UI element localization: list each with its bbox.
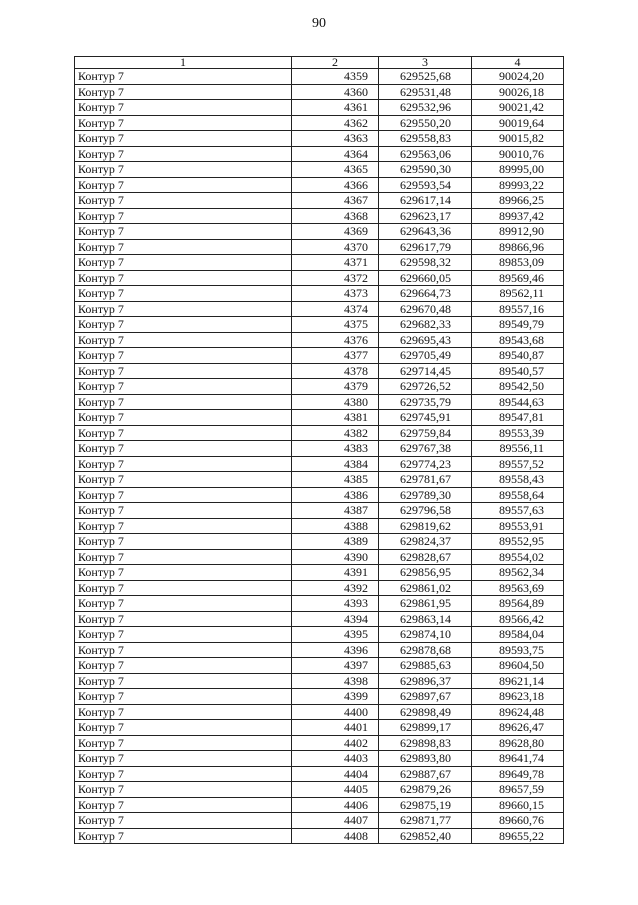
y-coordinate-cell: 89553,91 bbox=[472, 518, 564, 534]
x-coordinate-cell: 629824,37 bbox=[379, 534, 472, 550]
x-coordinate-cell: 629789,30 bbox=[379, 487, 472, 503]
point-number-cell: 4399 bbox=[292, 689, 379, 705]
x-coordinate-cell: 629643,36 bbox=[379, 224, 472, 240]
table-row bbox=[75, 720, 564, 736]
table-row bbox=[75, 162, 564, 178]
y-coordinate-cell: 89540,87 bbox=[472, 348, 564, 364]
table-row bbox=[75, 673, 564, 689]
contour-name-cell: Контур 7 bbox=[75, 379, 292, 395]
y-coordinate-cell: 89553,39 bbox=[472, 425, 564, 441]
contour-name-cell: Контур 7 bbox=[75, 472, 292, 488]
contour-name-cell: Контур 7 bbox=[75, 658, 292, 674]
table-row bbox=[75, 208, 564, 224]
contour-name-cell: Контур 7 bbox=[75, 100, 292, 116]
x-coordinate-cell: 629735,79 bbox=[379, 394, 472, 410]
point-number-cell: 4375 bbox=[292, 317, 379, 333]
table-row bbox=[75, 782, 564, 798]
point-number-cell: 4371 bbox=[292, 255, 379, 271]
point-number-cell: 4377 bbox=[292, 348, 379, 364]
table-row bbox=[75, 487, 564, 503]
x-coordinate-cell: 629759,84 bbox=[379, 425, 472, 441]
contour-name-cell: Контур 7 bbox=[75, 549, 292, 565]
y-coordinate-cell: 89628,80 bbox=[472, 735, 564, 751]
table-row bbox=[75, 115, 564, 131]
point-number-cell: 4395 bbox=[292, 627, 379, 643]
x-coordinate-cell: 629898,49 bbox=[379, 704, 472, 720]
x-coordinate-cell: 629705,49 bbox=[379, 348, 472, 364]
point-number-cell: 4382 bbox=[292, 425, 379, 441]
x-coordinate-cell: 629558,83 bbox=[379, 131, 472, 147]
x-coordinate-cell: 629745,91 bbox=[379, 410, 472, 426]
y-coordinate-cell: 89562,34 bbox=[472, 565, 564, 581]
table-row bbox=[75, 549, 564, 565]
x-coordinate-cell: 629695,43 bbox=[379, 332, 472, 348]
point-number-cell: 4359 bbox=[292, 69, 379, 85]
y-coordinate-cell: 89853,09 bbox=[472, 255, 564, 271]
point-number-cell: 4372 bbox=[292, 270, 379, 286]
y-coordinate-cell: 89556,11 bbox=[472, 441, 564, 457]
coordinates-table bbox=[74, 56, 564, 844]
x-coordinate-cell: 629550,20 bbox=[379, 115, 472, 131]
y-coordinate-cell: 89604,50 bbox=[472, 658, 564, 674]
contour-name-cell: Контур 7 bbox=[75, 363, 292, 379]
contour-name-cell: Контур 7 bbox=[75, 239, 292, 255]
table-row bbox=[75, 286, 564, 302]
y-coordinate-cell: 89554,02 bbox=[472, 549, 564, 565]
point-number-cell: 4394 bbox=[292, 611, 379, 627]
point-number-cell: 4383 bbox=[292, 441, 379, 457]
point-number-cell: 4405 bbox=[292, 782, 379, 798]
table-body bbox=[75, 69, 564, 844]
point-number-cell: 4387 bbox=[292, 503, 379, 519]
point-number-cell: 4374 bbox=[292, 301, 379, 317]
y-coordinate-cell: 89641,74 bbox=[472, 751, 564, 767]
x-coordinate-cell: 629861,02 bbox=[379, 580, 472, 596]
table-row bbox=[75, 503, 564, 519]
y-coordinate-cell: 89937,42 bbox=[472, 208, 564, 224]
table-row bbox=[75, 224, 564, 240]
contour-name-cell: Контур 7 bbox=[75, 193, 292, 209]
table-row bbox=[75, 642, 564, 658]
point-number-cell: 4392 bbox=[292, 580, 379, 596]
contour-name-cell: Контур 7 bbox=[75, 255, 292, 271]
x-coordinate-cell: 629874,10 bbox=[379, 627, 472, 643]
contour-name-cell: Контур 7 bbox=[75, 410, 292, 426]
table-row bbox=[75, 363, 564, 379]
x-coordinate-cell: 629898,83 bbox=[379, 735, 472, 751]
point-number-cell: 4385 bbox=[292, 472, 379, 488]
y-coordinate-cell: 90015,82 bbox=[472, 131, 564, 147]
column-header-2: 2 bbox=[292, 57, 379, 69]
contour-name-cell: Контур 7 bbox=[75, 131, 292, 147]
contour-name-cell: Контур 7 bbox=[75, 177, 292, 193]
y-coordinate-cell: 89912,90 bbox=[472, 224, 564, 240]
point-number-cell: 4404 bbox=[292, 766, 379, 782]
y-coordinate-cell: 90019,64 bbox=[472, 115, 564, 131]
point-number-cell: 4400 bbox=[292, 704, 379, 720]
x-coordinate-cell: 629598,32 bbox=[379, 255, 472, 271]
y-coordinate-cell: 89543,68 bbox=[472, 332, 564, 348]
point-number-cell: 4360 bbox=[292, 84, 379, 100]
x-coordinate-cell: 629879,26 bbox=[379, 782, 472, 798]
table-row bbox=[75, 534, 564, 550]
x-coordinate-cell: 629660,05 bbox=[379, 270, 472, 286]
contour-name-cell: Контур 7 bbox=[75, 735, 292, 751]
point-number-cell: 4407 bbox=[292, 813, 379, 829]
table-row bbox=[75, 410, 564, 426]
y-coordinate-cell: 89569,46 bbox=[472, 270, 564, 286]
table-row bbox=[75, 580, 564, 596]
y-coordinate-cell: 89584,04 bbox=[472, 627, 564, 643]
x-coordinate-cell: 629682,33 bbox=[379, 317, 472, 333]
contour-name-cell: Контур 7 bbox=[75, 270, 292, 286]
contour-name-cell: Контур 7 bbox=[75, 782, 292, 798]
y-coordinate-cell: 89558,43 bbox=[472, 472, 564, 488]
contour-name-cell: Контур 7 bbox=[75, 596, 292, 612]
point-number-cell: 4384 bbox=[292, 456, 379, 472]
contour-name-cell: Контур 7 bbox=[75, 611, 292, 627]
table-row bbox=[75, 69, 564, 85]
column-header-4: 4 bbox=[472, 57, 564, 69]
table-row bbox=[75, 317, 564, 333]
x-coordinate-cell: 629714,45 bbox=[379, 363, 472, 379]
point-number-cell: 4362 bbox=[292, 115, 379, 131]
table-row bbox=[75, 348, 564, 364]
point-number-cell: 4388 bbox=[292, 518, 379, 534]
y-coordinate-cell: 89558,64 bbox=[472, 487, 564, 503]
table-row bbox=[75, 193, 564, 209]
contour-name-cell: Контур 7 bbox=[75, 565, 292, 581]
table-row bbox=[75, 735, 564, 751]
point-number-cell: 4366 bbox=[292, 177, 379, 193]
x-coordinate-cell: 629852,40 bbox=[379, 828, 472, 844]
x-coordinate-cell: 629899,17 bbox=[379, 720, 472, 736]
point-number-cell: 4401 bbox=[292, 720, 379, 736]
x-coordinate-cell: 629885,63 bbox=[379, 658, 472, 674]
table-row bbox=[75, 255, 564, 271]
x-coordinate-cell: 629664,73 bbox=[379, 286, 472, 302]
contour-name-cell: Контур 7 bbox=[75, 751, 292, 767]
point-number-cell: 4363 bbox=[292, 131, 379, 147]
table-row bbox=[75, 146, 564, 162]
x-coordinate-cell: 629781,67 bbox=[379, 472, 472, 488]
point-number-cell: 4396 bbox=[292, 642, 379, 658]
y-coordinate-cell: 89557,16 bbox=[472, 301, 564, 317]
point-number-cell: 4361 bbox=[292, 100, 379, 116]
column-header-3: 3 bbox=[379, 57, 472, 69]
y-coordinate-cell: 89552,95 bbox=[472, 534, 564, 550]
table-row bbox=[75, 751, 564, 767]
x-coordinate-cell: 629726,52 bbox=[379, 379, 472, 395]
y-coordinate-cell: 89563,69 bbox=[472, 580, 564, 596]
x-coordinate-cell: 629525,68 bbox=[379, 69, 472, 85]
contour-name-cell: Контур 7 bbox=[75, 766, 292, 782]
table-row bbox=[75, 797, 564, 813]
x-coordinate-cell: 629531,48 bbox=[379, 84, 472, 100]
y-coordinate-cell: 89547,81 bbox=[472, 410, 564, 426]
y-coordinate-cell: 89626,47 bbox=[472, 720, 564, 736]
y-coordinate-cell: 89557,63 bbox=[472, 503, 564, 519]
contour-name-cell: Контур 7 bbox=[75, 518, 292, 534]
table-row bbox=[75, 425, 564, 441]
x-coordinate-cell: 629875,19 bbox=[379, 797, 472, 813]
contour-name-cell: Контур 7 bbox=[75, 224, 292, 240]
y-coordinate-cell: 89657,59 bbox=[472, 782, 564, 798]
point-number-cell: 4408 bbox=[292, 828, 379, 844]
contour-name-cell: Контур 7 bbox=[75, 208, 292, 224]
y-coordinate-cell: 89549,79 bbox=[472, 317, 564, 333]
x-coordinate-cell: 629897,67 bbox=[379, 689, 472, 705]
x-coordinate-cell: 629828,67 bbox=[379, 549, 472, 565]
x-coordinate-cell: 629617,79 bbox=[379, 239, 472, 255]
y-coordinate-cell: 89540,57 bbox=[472, 363, 564, 379]
header-row bbox=[75, 57, 564, 69]
y-coordinate-cell: 89544,63 bbox=[472, 394, 564, 410]
contour-name-cell: Контур 7 bbox=[75, 84, 292, 100]
column-header-1: 1 bbox=[75, 57, 292, 69]
table-row bbox=[75, 441, 564, 457]
table-row bbox=[75, 611, 564, 627]
point-number-cell: 4373 bbox=[292, 286, 379, 302]
contour-name-cell: Контур 7 bbox=[75, 332, 292, 348]
contour-name-cell: Контур 7 bbox=[75, 487, 292, 503]
point-number-cell: 4390 bbox=[292, 549, 379, 565]
point-number-cell: 4389 bbox=[292, 534, 379, 550]
x-coordinate-cell: 629796,58 bbox=[379, 503, 472, 519]
x-coordinate-cell: 629590,30 bbox=[379, 162, 472, 178]
y-coordinate-cell: 89623,18 bbox=[472, 689, 564, 705]
table-row bbox=[75, 379, 564, 395]
contour-name-cell: Контур 7 bbox=[75, 580, 292, 596]
table-row bbox=[75, 828, 564, 844]
point-number-cell: 4386 bbox=[292, 487, 379, 503]
y-coordinate-cell: 90010,76 bbox=[472, 146, 564, 162]
contour-name-cell: Контур 7 bbox=[75, 456, 292, 472]
x-coordinate-cell: 629887,67 bbox=[379, 766, 472, 782]
x-coordinate-cell: 629896,37 bbox=[379, 673, 472, 689]
x-coordinate-cell: 629767,38 bbox=[379, 441, 472, 457]
y-coordinate-cell: 89649,78 bbox=[472, 766, 564, 782]
table-row bbox=[75, 394, 564, 410]
contour-name-cell: Контур 7 bbox=[75, 115, 292, 131]
y-coordinate-cell: 89564,89 bbox=[472, 596, 564, 612]
y-coordinate-cell: 89655,22 bbox=[472, 828, 564, 844]
contour-name-cell: Контур 7 bbox=[75, 813, 292, 829]
table-row bbox=[75, 270, 564, 286]
contour-name-cell: Контур 7 bbox=[75, 301, 292, 317]
table-row bbox=[75, 813, 564, 829]
contour-name-cell: Контур 7 bbox=[75, 704, 292, 720]
table-row bbox=[75, 332, 564, 348]
x-coordinate-cell: 629893,80 bbox=[379, 751, 472, 767]
contour-name-cell: Контур 7 bbox=[75, 689, 292, 705]
point-number-cell: 4403 bbox=[292, 751, 379, 767]
table-row bbox=[75, 689, 564, 705]
table-row bbox=[75, 239, 564, 255]
x-coordinate-cell: 629819,62 bbox=[379, 518, 472, 534]
contour-name-cell: Контур 7 bbox=[75, 317, 292, 333]
contour-name-cell: Контур 7 bbox=[75, 642, 292, 658]
contour-name-cell: Контур 7 bbox=[75, 503, 292, 519]
point-number-cell: 4367 bbox=[292, 193, 379, 209]
point-number-cell: 4391 bbox=[292, 565, 379, 581]
x-coordinate-cell: 629670,48 bbox=[379, 301, 472, 317]
point-number-cell: 4364 bbox=[292, 146, 379, 162]
table-row bbox=[75, 596, 564, 612]
table-row bbox=[75, 565, 564, 581]
point-number-cell: 4378 bbox=[292, 363, 379, 379]
contour-name-cell: Контур 7 bbox=[75, 673, 292, 689]
point-number-cell: 4379 bbox=[292, 379, 379, 395]
x-coordinate-cell: 629623,17 bbox=[379, 208, 472, 224]
y-coordinate-cell: 89660,76 bbox=[472, 813, 564, 829]
y-coordinate-cell: 89542,50 bbox=[472, 379, 564, 395]
y-coordinate-cell: 89566,42 bbox=[472, 611, 564, 627]
y-coordinate-cell: 90024,20 bbox=[472, 69, 564, 85]
table-row bbox=[75, 177, 564, 193]
contour-name-cell: Контур 7 bbox=[75, 425, 292, 441]
table-row bbox=[75, 301, 564, 317]
table-row bbox=[75, 518, 564, 534]
x-coordinate-cell: 629871,77 bbox=[379, 813, 472, 829]
x-coordinate-cell: 629617,14 bbox=[379, 193, 472, 209]
y-coordinate-cell: 90021,42 bbox=[472, 100, 564, 116]
table-row bbox=[75, 658, 564, 674]
table-row bbox=[75, 456, 564, 472]
y-coordinate-cell: 89966,25 bbox=[472, 193, 564, 209]
table-row bbox=[75, 627, 564, 643]
y-coordinate-cell: 89557,52 bbox=[472, 456, 564, 472]
point-number-cell: 4369 bbox=[292, 224, 379, 240]
point-number-cell: 4398 bbox=[292, 673, 379, 689]
x-coordinate-cell: 629878,68 bbox=[379, 642, 472, 658]
y-coordinate-cell: 89660,15 bbox=[472, 797, 564, 813]
x-coordinate-cell: 629863,14 bbox=[379, 611, 472, 627]
contour-name-cell: Контур 7 bbox=[75, 441, 292, 457]
contour-name-cell: Контур 7 bbox=[75, 162, 292, 178]
y-coordinate-cell: 89866,96 bbox=[472, 239, 564, 255]
y-coordinate-cell: 89562,11 bbox=[472, 286, 564, 302]
point-number-cell: 4380 bbox=[292, 394, 379, 410]
page-number: 90 bbox=[312, 16, 326, 31]
point-number-cell: 4393 bbox=[292, 596, 379, 612]
y-coordinate-cell: 89993,22 bbox=[472, 177, 564, 193]
contour-name-cell: Контур 7 bbox=[75, 797, 292, 813]
point-number-cell: 4365 bbox=[292, 162, 379, 178]
y-coordinate-cell: 89995,00 bbox=[472, 162, 564, 178]
contour-name-cell: Контур 7 bbox=[75, 394, 292, 410]
contour-name-cell: Контур 7 bbox=[75, 69, 292, 85]
table-row bbox=[75, 84, 564, 100]
table-row bbox=[75, 766, 564, 782]
x-coordinate-cell: 629861,95 bbox=[379, 596, 472, 612]
contour-name-cell: Контур 7 bbox=[75, 627, 292, 643]
point-number-cell: 4402 bbox=[292, 735, 379, 751]
x-coordinate-cell: 629774,23 bbox=[379, 456, 472, 472]
contour-name-cell: Контур 7 bbox=[75, 348, 292, 364]
contour-name-cell: Контур 7 bbox=[75, 828, 292, 844]
y-coordinate-cell: 89624,48 bbox=[472, 704, 564, 720]
x-coordinate-cell: 629593,54 bbox=[379, 177, 472, 193]
point-number-cell: 4370 bbox=[292, 239, 379, 255]
y-coordinate-cell: 89621,14 bbox=[472, 673, 564, 689]
x-coordinate-cell: 629856,95 bbox=[379, 565, 472, 581]
point-number-cell: 4406 bbox=[292, 797, 379, 813]
point-number-cell: 4368 bbox=[292, 208, 379, 224]
contour-name-cell: Контур 7 bbox=[75, 720, 292, 736]
point-number-cell: 4397 bbox=[292, 658, 379, 674]
table-row bbox=[75, 131, 564, 147]
y-coordinate-cell: 90026,18 bbox=[472, 84, 564, 100]
contour-name-cell: Контур 7 bbox=[75, 534, 292, 550]
y-coordinate-cell: 89593,75 bbox=[472, 642, 564, 658]
table-row bbox=[75, 100, 564, 116]
contour-name-cell: Контур 7 bbox=[75, 286, 292, 302]
contour-name-cell: Контур 7 bbox=[75, 146, 292, 162]
point-number-cell: 4376 bbox=[292, 332, 379, 348]
x-coordinate-cell: 629563,06 bbox=[379, 146, 472, 162]
table-row bbox=[75, 704, 564, 720]
point-number-cell: 4381 bbox=[292, 410, 379, 426]
table-header bbox=[75, 57, 564, 69]
x-coordinate-cell: 629532,96 bbox=[379, 100, 472, 116]
table-row bbox=[75, 472, 564, 488]
